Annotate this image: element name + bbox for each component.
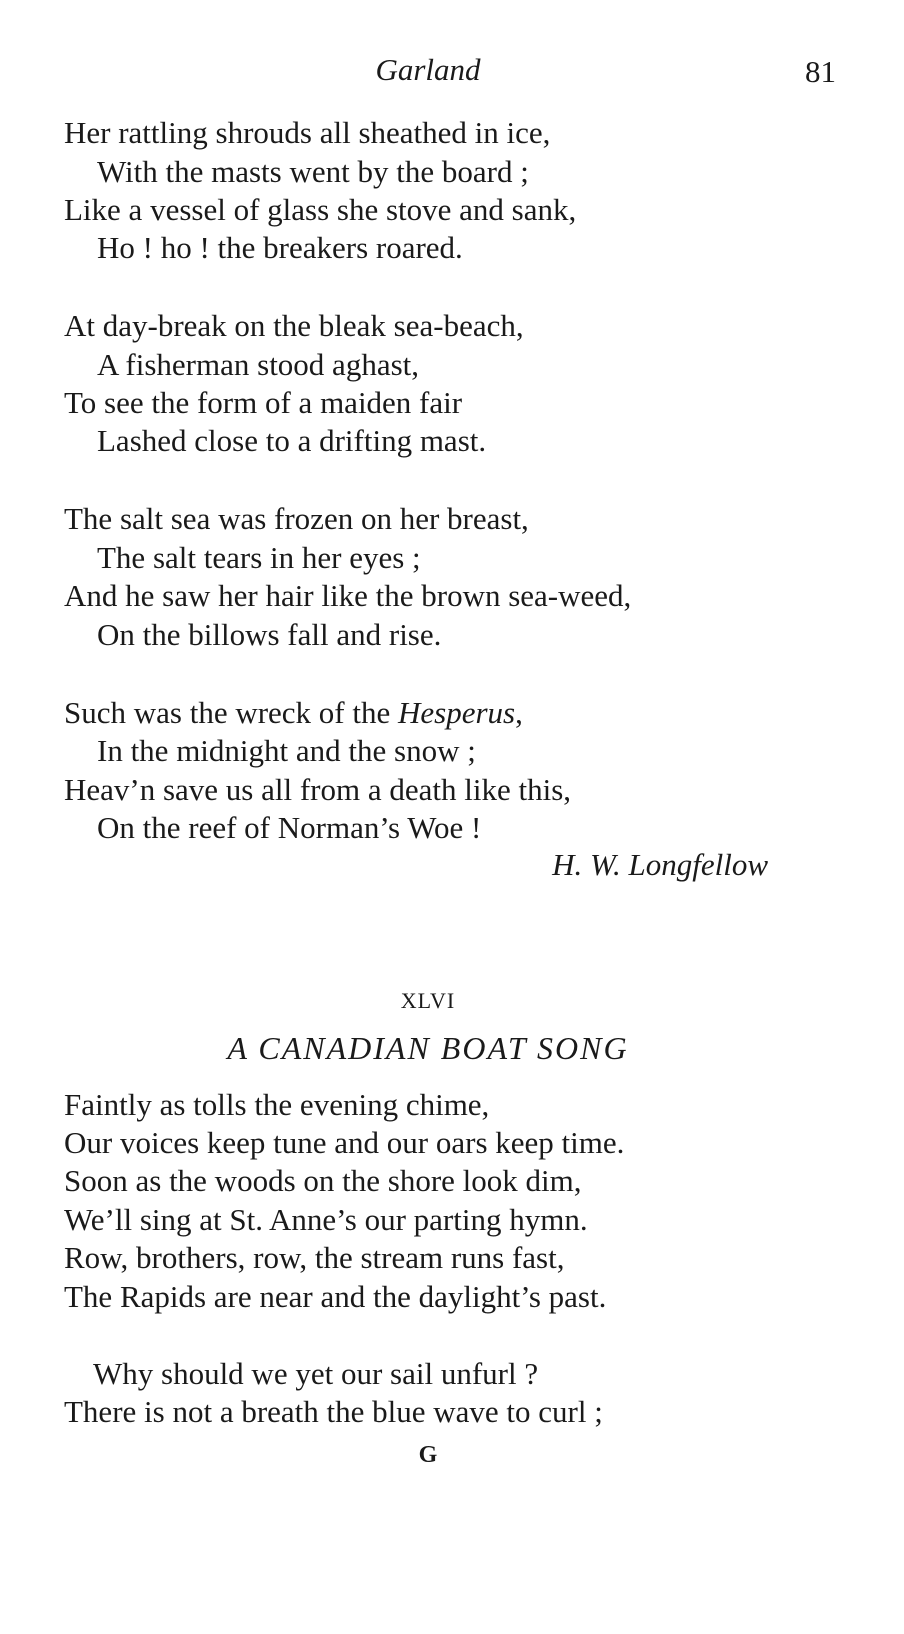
verse-line: In the midnight and the snow ; (97, 733, 476, 768)
verse-text: Such was the wreck of the (64, 695, 399, 730)
author-attribution: H. W. Longfellow (552, 847, 768, 882)
signature-mark: G (418, 1442, 438, 1468)
verse-line: We’ll sing at St. Anne’s our parting hymn. (64, 1202, 588, 1237)
verse-line: On the reef of Norman’s Woe ! (97, 810, 482, 845)
verse-line: Why should we yet our sail unfurl ? (93, 1356, 539, 1391)
verse-line: With the masts went by the board ; (97, 154, 529, 189)
verse-line: At day-break on the bleak sea-beach, (64, 308, 524, 343)
verse-line: Her rattling shrouds all sheathed in ice, (64, 115, 551, 150)
verse-line: Ho ! ho ! the breakers roared. (97, 230, 463, 265)
poem-title: A CANADIAN BOAT SONG (227, 1030, 629, 1066)
poem-numeral: XLVI (400, 988, 456, 1013)
verse-line: Like a vessel of glass she stove and sank, (64, 192, 577, 227)
verse-line (64, 694, 523, 732)
verse-line: A fisherman stood aghast, (97, 347, 420, 382)
page-number: 81 (805, 54, 836, 89)
verse-line: Lashed close to a drifting mast. (97, 423, 487, 458)
verse-line: There is not a breath the blue wave to curl ; (64, 1394, 603, 1429)
verse-line: The Rapids are near and the daylight’s past. (64, 1279, 607, 1314)
verse-line: On the billows fall and rise. (97, 617, 442, 652)
verse-line: Our voices keep tune and our oars keep time. (64, 1125, 625, 1160)
running-head (0, 52, 904, 92)
verse-line: Row, brothers, row, the stream runs fast, (64, 1240, 565, 1275)
verse-line: To see the form of a maiden fair (64, 385, 463, 420)
running-title: Garland (375, 52, 481, 87)
verse-line: The salt sea was frozen on her breast, (64, 501, 529, 536)
verse-line: And he saw her hair like the brown sea-weed, (64, 578, 632, 613)
verse-punctuation: , (515, 695, 523, 730)
verse-line: The salt tears in her eyes ; (97, 540, 421, 575)
ship-name: Hesperus (398, 695, 516, 730)
verse-line: Soon as the woods on the shore look dim, (64, 1163, 582, 1198)
verse-line: Heav’n save us all from a death like this, (64, 772, 572, 807)
verse-line: Faintly as tolls the evening chime, (64, 1087, 490, 1122)
